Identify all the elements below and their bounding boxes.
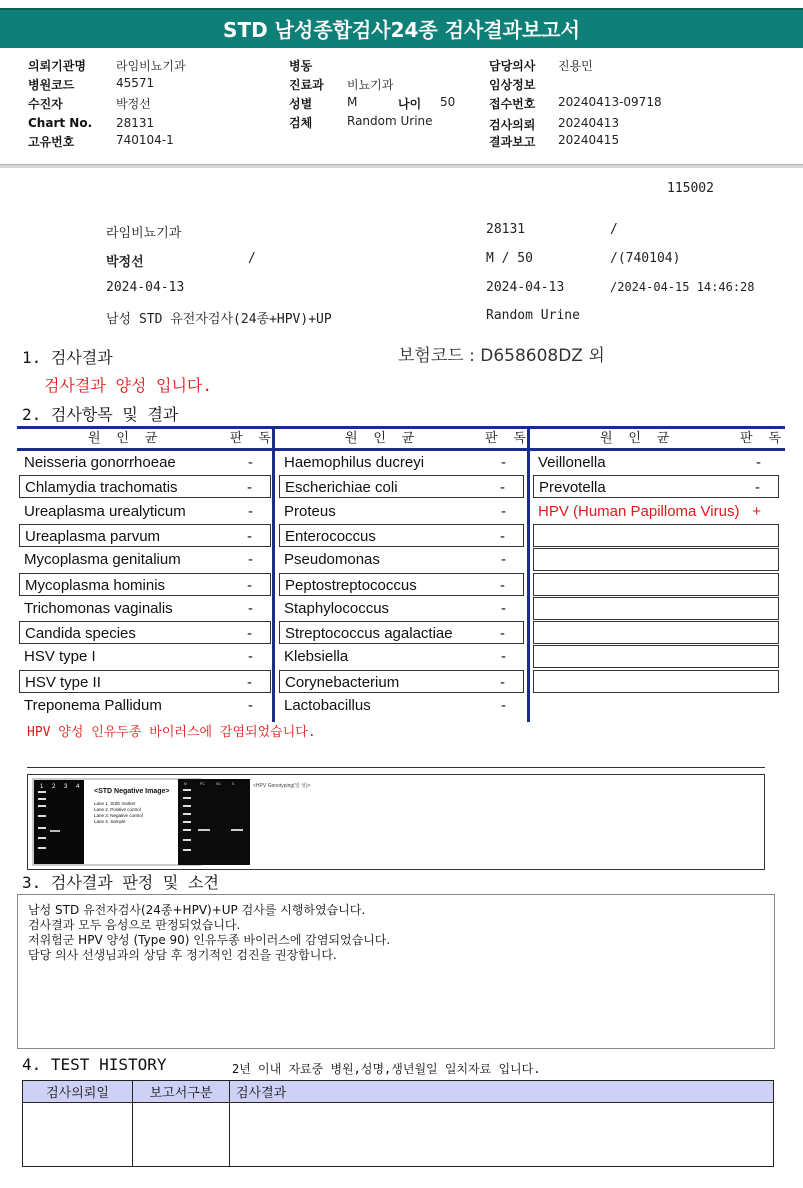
gel-lane-label: 3 [64, 784, 68, 790]
hpv-genotyping-caption: <HPV Genotyping(일 성)> [253, 783, 311, 789]
hpv-lane-label: PC [200, 782, 205, 786]
organism-name: Corynebacterium [285, 673, 400, 691]
history-cell [23, 1103, 133, 1167]
organism-result: - [248, 551, 253, 569]
hpv-note: HPV 양성 인유두종 바이러스에 감염되었습니다. [27, 725, 316, 740]
list-item [279, 597, 524, 620]
list-item [533, 451, 779, 474]
summary-chart: 28131 [486, 222, 526, 237]
organism-name: Enterococcus [285, 527, 376, 545]
summary-clinic: 라임비뇨기과 [106, 226, 182, 241]
list-item [279, 573, 524, 596]
organism-result: - [755, 479, 760, 497]
col-2-judge-header: 판 독 [485, 431, 530, 446]
institution-label: 의뢰기관명 [28, 59, 86, 73]
gel-legend-item: Lane 3. Negative control [94, 813, 143, 818]
opinion-line: 남성 STD 유전자검사(24종+HPV)+UP 검사를 시행하였습니다. [28, 903, 366, 917]
gel-legend-item: Lane 4. Sample [94, 819, 126, 824]
organism-result: - [501, 454, 506, 471]
organism-name: Candida species [25, 625, 136, 643]
organism-result: + [752, 502, 761, 520]
list-item [533, 621, 779, 644]
organism-result: - [501, 697, 506, 714]
chart-label: Chart No. [28, 116, 93, 130]
col-3-judge-header: 판 독 [740, 431, 785, 446]
grid-divider-1 [272, 426, 275, 722]
summary-specimen: Random Urine [486, 308, 580, 323]
organism-name: HSV type I [24, 648, 96, 666]
history-col-request-date: 검사의뢰일 [23, 1081, 133, 1103]
request-value: 20240413 [558, 116, 620, 130]
organism-name: Proteus [284, 502, 336, 520]
hospital-code-value: 45571 [116, 76, 155, 90]
organism-result: - [501, 599, 506, 617]
history-cell [230, 1103, 774, 1167]
summary-date-2: 2024-04-13 [486, 280, 565, 295]
dept-value: 비뇨기과 [347, 78, 394, 92]
ward-label: 병동 [289, 59, 313, 73]
organism-result: - [500, 479, 505, 497]
organism-name: Haemophilus ducreyi [284, 454, 425, 471]
doctor-label: 담당의사 [489, 59, 536, 73]
summary-test-name: 남성 STD 유전자검사(24종+HPV)+UP [106, 312, 332, 327]
list-item [19, 548, 271, 571]
organism-name: Mycoplasma hominis [25, 576, 166, 594]
summary-slash-2: / [248, 251, 256, 266]
summary-name: 박정선 [106, 255, 144, 270]
list-item [19, 597, 271, 620]
gel-lane-label: 2 [52, 784, 56, 790]
specimen-label: 검체 [289, 116, 313, 130]
organism-name: Ureaplasma urealyticum [24, 502, 186, 520]
organism-name: Peptostreptococcus [285, 576, 417, 594]
recipient-value: 박정선 [116, 97, 151, 111]
history-note: 2년 이내 자료중 병원,성명,생년월일 일치자료 입니다. [232, 1062, 541, 1076]
request-label: 검사의뢰 [489, 118, 536, 132]
organism-name: Prevotella [539, 479, 606, 497]
history-col-report-type: 보고서구분 [133, 1081, 230, 1103]
col-3-germ-header: 원 인 균 [600, 431, 674, 446]
organism-result: - [248, 454, 253, 471]
summary-sex-age: M / 50 [486, 251, 533, 266]
grid-divider-2 [527, 426, 530, 722]
unique-value: 740104-1 [116, 133, 174, 147]
organism-result: - [756, 454, 761, 471]
list-item [19, 475, 271, 498]
organism-name: Ureaplasma parvum [25, 527, 161, 545]
report-label: 결과보고 [489, 135, 536, 149]
overall-result: 검사결과 양성 입니다. [44, 376, 213, 395]
gel-lane-label: 4 [76, 784, 80, 790]
list-item [279, 694, 524, 717]
list-item [279, 548, 524, 571]
list-item [19, 645, 271, 668]
organism-result: - [500, 625, 505, 643]
col-1-germ-header: 원 인 균 [88, 431, 162, 446]
institution-value: 라임비뇨기과 [116, 59, 186, 73]
organism-result: - [248, 502, 253, 520]
organism-name: Streptococcus agalactiae [285, 625, 453, 643]
section-3-title: 3. 검사결과 판정 및 소견 [22, 873, 219, 892]
summary-slash-1: / [610, 222, 618, 237]
recipient-label: 수진자 [28, 97, 63, 111]
organism-name: Chlamydia trachomatis [25, 479, 178, 497]
list-item [533, 524, 779, 547]
hospital-code-label: 병원코드 [28, 78, 75, 92]
report-title: STD 남성종합검사24종 검사결과보고서 [223, 18, 580, 42]
organism-result: - [247, 576, 252, 594]
list-item [19, 524, 271, 547]
report-value: 20240415 [558, 133, 620, 147]
col-1-judge-header: 판 독 [230, 431, 275, 446]
list-item [533, 670, 779, 693]
list-item [19, 500, 271, 523]
receipt-label: 접수번호 [489, 97, 536, 111]
organism-result: - [501, 551, 506, 569]
organism-name: HSV type II [25, 673, 101, 691]
history-col-result: 검사결과 [230, 1081, 774, 1103]
organism-result: - [500, 576, 505, 594]
list-item [279, 621, 524, 644]
gel-legend-item: Lane 2. Positive control [94, 807, 141, 812]
list-item [19, 694, 271, 717]
gel-image-panel [27, 774, 765, 870]
list-item [533, 548, 779, 571]
sex-value: M [347, 95, 358, 109]
list-item [279, 645, 524, 668]
list-item [279, 451, 524, 474]
organism-result: - [247, 673, 252, 691]
hpv-lane-label: S [232, 782, 235, 786]
age-value: 50 [440, 95, 456, 109]
organism-result: - [501, 648, 506, 666]
clinical-label: 임상정보 [489, 78, 536, 92]
list-item [279, 475, 524, 498]
organism-name: Trichomonas vaginalis [24, 599, 173, 617]
history-table [22, 1080, 774, 1167]
organism-result: - [247, 527, 252, 545]
list-item [533, 500, 779, 523]
receipt-value: 20240413-09718 [558, 95, 662, 109]
list-item [533, 475, 779, 498]
opinion-line: 저위험군 HPV 양성 (Type 90) 인유두종 바이러스에 감염되었습니다. [28, 933, 391, 947]
unique-label: 고유번호 [28, 135, 75, 149]
organism-name: Escherichiae coli [285, 479, 398, 497]
col-2-germ-header: 원 인 균 [345, 431, 419, 446]
opinion-line: 담당 의사 선생님과의 상담 후 정기적인 검진을 권장합니다. [28, 948, 337, 962]
section-1-title: 1. 검사결과 [22, 348, 113, 367]
hpv-lane-label: M [184, 782, 187, 786]
summary-datetime: /2024-04-15 14:46:28 [610, 280, 755, 294]
opinion-box [17, 894, 775, 1049]
doctor-value: 진용민 [558, 59, 593, 73]
report-title-bar [0, 8, 803, 48]
insurance-code: 보험코드 : D658608DZ 외 [398, 346, 605, 366]
organism-result: - [500, 673, 505, 691]
list-item [19, 670, 271, 693]
list-item [279, 670, 524, 693]
chart-value: 28131 [116, 116, 155, 130]
list-item [19, 451, 271, 474]
negative-image-title: <STD Negative Image> [94, 788, 170, 795]
gel-images [28, 775, 766, 871]
summary-code: 115002 [667, 181, 714, 196]
organism-name: HPV (Human Papilloma Virus) [538, 502, 740, 520]
hpv-lane-label: NC [216, 782, 222, 786]
list-item [279, 524, 524, 547]
organism-result: - [247, 625, 252, 643]
section-2-title: 2. 검사항목 및 결과 [22, 405, 179, 424]
list-item [533, 573, 779, 596]
organism-result: - [500, 527, 505, 545]
organism-name: Lactobacillus [284, 697, 371, 714]
age-label: 나이 [398, 97, 422, 111]
organism-name: Pseudomonas [284, 551, 380, 569]
image-top-rule [27, 767, 765, 768]
organism-name: Neisseria gonorrhoeae [24, 454, 176, 471]
organism-result: - [248, 697, 253, 714]
summary-date-1: 2024-04-13 [106, 280, 185, 295]
sex-label: 성별 [289, 97, 313, 111]
history-cell [133, 1103, 230, 1167]
section-4-title: 4. TEST HISTORY [22, 1055, 167, 1074]
opinion-line: 검사결과 모두 음성으로 판정되었습니다. [28, 918, 241, 932]
organism-result: - [501, 502, 506, 520]
list-item [279, 500, 524, 523]
organism-result: - [247, 479, 252, 497]
gel-legend-item: Lane 1. SIZE marker [94, 801, 136, 806]
organism-name: Klebsiella [284, 648, 349, 666]
specimen-value: Random Urine [347, 114, 433, 128]
list-item [533, 597, 779, 620]
list-item [533, 645, 779, 668]
organism-result: - [248, 599, 253, 617]
dept-label: 진료과 [289, 78, 324, 92]
organism-name: Staphylococcus [284, 599, 390, 617]
organism-name: Treponema Pallidum [24, 697, 162, 714]
organism-result: - [248, 648, 253, 666]
organism-name: Veillonella [538, 454, 606, 471]
table-row [23, 1103, 774, 1167]
list-item [19, 573, 271, 596]
gel-lane-label: 1 [40, 784, 44, 790]
organism-name: Mycoplasma genitalium [24, 551, 181, 569]
header-divider [0, 164, 803, 168]
list-item [19, 621, 271, 644]
summary-birth: /(740104) [610, 251, 681, 266]
